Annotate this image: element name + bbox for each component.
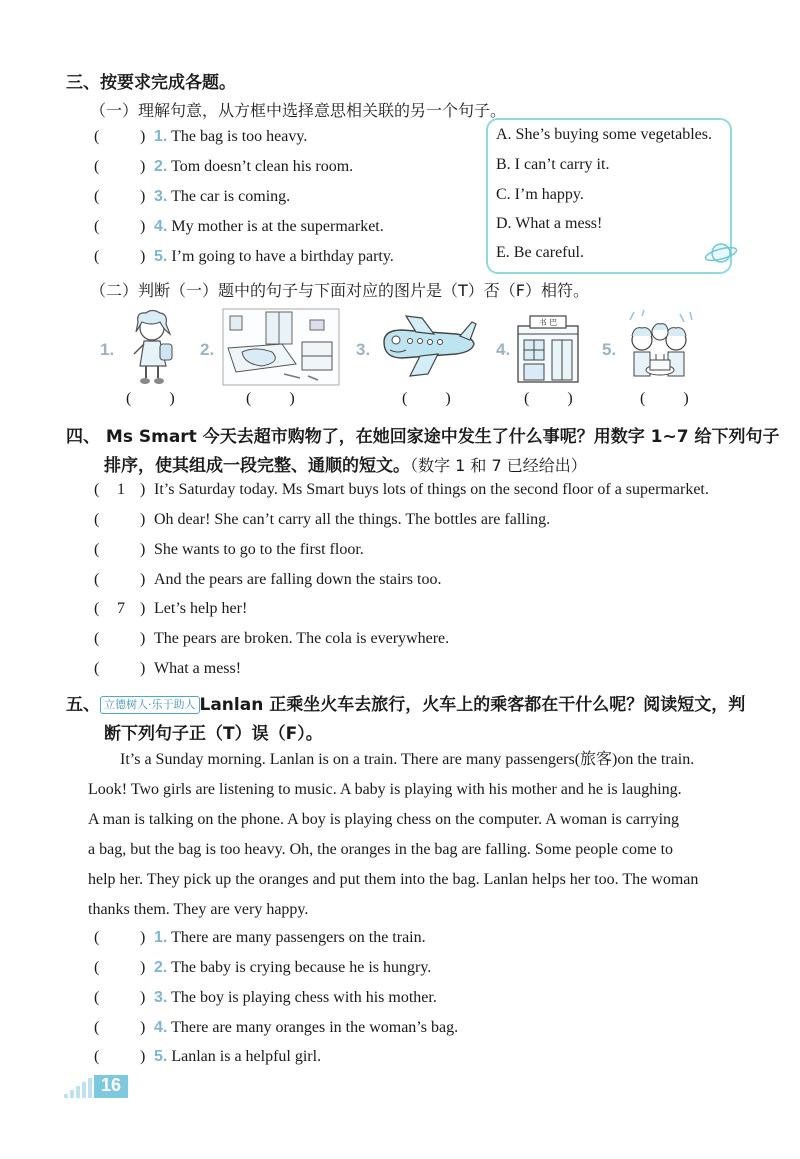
s5-item-1: ( ) 1. There are many passengers on the train. bbox=[94, 929, 426, 946]
item-text: Lanlan is a helpful girl. bbox=[171, 1048, 322, 1065]
s5-item-2: ( ) 2. The baby is crying because he is hungry. bbox=[94, 959, 432, 976]
answer-paren[interactable]: ( ) bbox=[402, 390, 451, 407]
item-text: The boy is playing chess with his mother. bbox=[171, 989, 437, 1006]
planet-icon bbox=[703, 238, 739, 268]
bookstore-picture bbox=[516, 312, 580, 384]
passage-line-4: a bag, but the bag is too heavy. Oh, the oranges in the bag are falling. Some people come to bbox=[88, 841, 674, 858]
passage-line-1: It’s a Sunday morning. Lanlan is on a train. There are many passengers(旅客)on the train. bbox=[120, 751, 695, 768]
passage-line-2: Look! Two girls are listening to music. A baby is playing with his mother and he is laughing. bbox=[88, 781, 682, 798]
passage-line-3: A man is talking on the phone. A boy is playing chess on the computer. A woman is carrying bbox=[88, 811, 680, 828]
s4-item-7: ( ) What a mess! bbox=[94, 660, 242, 677]
s5-item-5: ( ) 5. Lanlan is a helpful girl. bbox=[94, 1048, 322, 1065]
item-number: 3. bbox=[154, 989, 168, 1006]
s4-item-6: ( ) The pears are broken. The cola is everywhere. bbox=[94, 630, 450, 647]
section3-title: 三、按要求完成各题。 bbox=[66, 73, 236, 93]
item-number: 4. bbox=[154, 1019, 168, 1036]
s4-item-3: ( ) She wants to go to the first floor. bbox=[94, 541, 364, 558]
s4-item-1: ( 1 ) It’s Saturday today. Ms Smart buys lots of things on the second floor of a supermarket. bbox=[94, 481, 709, 498]
s3-item-4: ( ) 4. My mother is at the supermarket. bbox=[94, 218, 384, 235]
passage-line-6: thanks them. They are very happy. bbox=[88, 901, 309, 918]
item-text: The bag is too heavy. bbox=[171, 128, 308, 145]
picture-number: 5. bbox=[602, 340, 617, 359]
picture-number: 1. bbox=[100, 340, 115, 359]
item-number: 4. bbox=[154, 218, 168, 235]
s3-item-2: ( ) 2. Tom doesn’t clean his room. bbox=[94, 158, 354, 175]
answer-paren[interactable]: ( ) bbox=[126, 390, 175, 407]
s5-item-4: ( ) 4. There are many oranges in the woman’s bag. bbox=[94, 1019, 459, 1036]
item-text: The pears are broken. The cola is everywhere. bbox=[154, 630, 450, 647]
answer-blank[interactable]: 7 bbox=[117, 600, 125, 617]
answer-paren[interactable]: ( ) bbox=[524, 390, 573, 407]
section4-note: （数字 1 和 7 已经给出） bbox=[410, 456, 587, 475]
answer-blank[interactable]: 1 bbox=[117, 481, 125, 498]
item-number: 5. bbox=[154, 248, 168, 265]
s3-item-1: ( ) 1. The bag is too heavy. bbox=[94, 128, 308, 145]
item-text: I’m going to have a birthday party. bbox=[171, 248, 394, 265]
section3-part1-title: （一）理解句意，从方框中选择意思相关联的另一个句子。 bbox=[90, 101, 507, 120]
item-text: There are many passengers on the train. bbox=[171, 929, 426, 946]
messy-bedroom-picture bbox=[222, 308, 340, 386]
section4-title-line1: 四、 Ms Smart 今天去超市购物了，在她回家途中发生了什么事呢？用数字 1~7 给下列句子 bbox=[66, 427, 780, 447]
item-number: 1. bbox=[154, 128, 168, 145]
options-box bbox=[486, 118, 732, 274]
item-text: Tom doesn’t clean his room. bbox=[171, 158, 354, 175]
passage-line-5: help her. They pick up the oranges and put them into the bag. Lanlan helps her too. The woman bbox=[88, 871, 699, 888]
item-text: And the pears are falling down the stairs too. bbox=[154, 571, 442, 588]
item-text: Oh dear! She can’t carry all the things. The bottles are falling. bbox=[154, 511, 551, 528]
s3-item-5: ( ) 5. I’m going to have a birthday party. bbox=[94, 248, 394, 265]
s3-item-3: ( ) 3. The car is coming. bbox=[94, 188, 291, 205]
item-number: 1. bbox=[154, 929, 168, 946]
birthday-party-picture bbox=[624, 310, 698, 386]
item-number: 3. bbox=[154, 188, 168, 205]
item-text: My mother is at the supermarket. bbox=[171, 218, 384, 235]
option-d: D. What a mess! bbox=[496, 215, 603, 232]
option-c: C. I’m happy. bbox=[496, 186, 584, 203]
s4-item-4: ( ) And the pears are falling down the stairs too. bbox=[94, 571, 442, 588]
section5-title-line2: 断下列句子正（T）误（F）。 bbox=[104, 724, 323, 744]
item-text: Let’s help her! bbox=[154, 600, 248, 617]
answer-paren[interactable]: ( ) bbox=[640, 390, 689, 407]
section5-label: 五、 bbox=[66, 695, 100, 715]
item-text: The car is coming. bbox=[171, 188, 291, 205]
item-number: 5. bbox=[154, 1048, 168, 1065]
picture-number: 3. bbox=[356, 340, 371, 359]
airplane-picture bbox=[376, 312, 480, 382]
s4-item-2: ( ) Oh dear! She can’t carry all the things. The bottles are falling. bbox=[94, 511, 551, 528]
section5-badge: 立德树人·乐于助人 bbox=[100, 696, 200, 714]
girl-with-backpack-picture bbox=[124, 308, 186, 386]
item-text: She wants to go to the first floor. bbox=[154, 541, 364, 558]
item-text: The baby is crying because he is hungry. bbox=[171, 959, 432, 976]
item-number: 2. bbox=[154, 158, 168, 175]
item-number: 2. bbox=[154, 959, 168, 976]
item-text: What a mess! bbox=[154, 660, 242, 677]
shop-sign: 书 巴 bbox=[538, 318, 558, 327]
s4-item-5: ( 7 ) Let’s help her! bbox=[94, 600, 248, 617]
s5-item-3: ( ) 3. The boy is playing chess with his mother. bbox=[94, 989, 437, 1006]
item-text: There are many oranges in the woman’s bag. bbox=[171, 1019, 459, 1036]
option-a: A. She’s buying some vegetables. bbox=[496, 126, 712, 143]
option-b: B. I can’t carry it. bbox=[496, 156, 610, 173]
page-number: 16 bbox=[100, 1075, 122, 1095]
picture-number: 2. bbox=[200, 340, 215, 359]
option-e: E. Be careful. bbox=[496, 244, 584, 261]
section5-title-line1: 五、 立德树人·乐于助人 Lanlan 正乘坐火车去旅行，火车上的乘客都在干什么呢？阅读短文，判 bbox=[66, 695, 746, 715]
picture-number: 4. bbox=[496, 340, 511, 359]
answer-paren[interactable]: ( ) bbox=[246, 390, 295, 407]
item-text: It’s Saturday today. Ms Smart buys lots of things on the second floor of a supermarket. bbox=[154, 481, 709, 498]
section3-part2-title: （二）判断（一）题中的句子与下面对应的图片是（T）否（F）相符。 bbox=[90, 281, 589, 300]
section4-title-line2: 排序，使其组成一段完整、通顺的短文。（数字 1 和 7 已经给出） bbox=[104, 456, 587, 476]
